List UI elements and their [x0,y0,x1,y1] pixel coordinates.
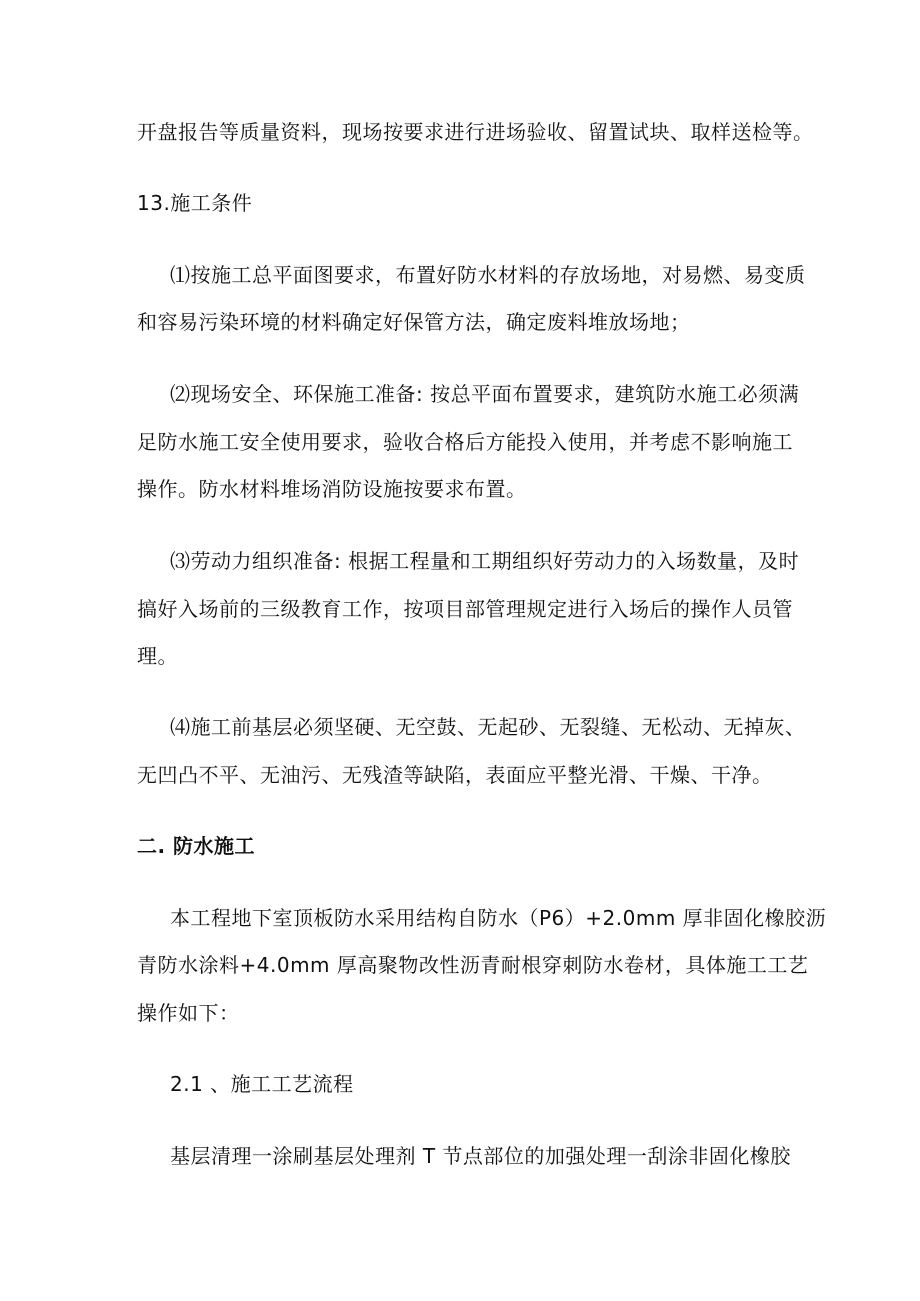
paragraph-line: 基层清理一涂刷基层处理剂 T 节点部位的加强处理一刮涂非固化橡胶 [170,1144,791,1168]
paragraph-line: ⑶劳动力组织准备: 根据工程量和工期组织好劳动力的入场数量，及时 [170,549,800,573]
paragraph-line: 操作。防水材料堆场消防设施按要求布置。 [137,477,527,501]
subsection-heading: 2.1 、施工工艺流程 [170,1072,354,1096]
paragraph-line: ⑵现场安全、环保施工准备: 按总平面布置要求，建筑防水施工必须满 [170,382,800,406]
section-heading: 13.施工条件 [137,191,253,215]
chapter-heading: 二. 防水施工 [137,834,256,858]
paragraph-line: ⑷施工前基层必须坚硬、无空鼓、无起砂、无裂缝、无松动、无掉灰、 [170,715,806,739]
paragraph-line: 无凹凸不平、无油污、无残渣等缺陷，表面应平整光滑、干燥、干净。 [137,763,773,787]
paragraph-line: 操作如下： [137,1001,240,1025]
paragraph-line: 足防水施工安全使用要求，验收合格后方能投入使用，并考虑不影响施工 [137,430,793,454]
paragraph-line: 搞好入场前的三级教育工作，按项目部管理规定进行入场后的操作人员管 [137,597,793,621]
paragraph-line: ⑴按施工总平面图要求，布置好防水材料的存放场地，对易燃、易变质 [170,263,806,287]
paragraph-line: 开盘报告等质量资料，现场按要求进行进场验收、留置试块、取样送检等。 [137,120,814,144]
paragraph-line: 本工程地下室顶板防水采用结构自防水（P6）+2.0mm 厚非固化橡胶沥 [170,906,827,930]
paragraph-line: 和容易污染环境的材料确定好保管方法，确定废料堆放场地； [137,310,691,334]
paragraph-line: 理。 [137,644,178,668]
paragraph-line: 青防水涂料+4.0mm 厚高聚物改性沥青耐根穿刺防水卷材，具体施工工艺 [137,953,809,977]
